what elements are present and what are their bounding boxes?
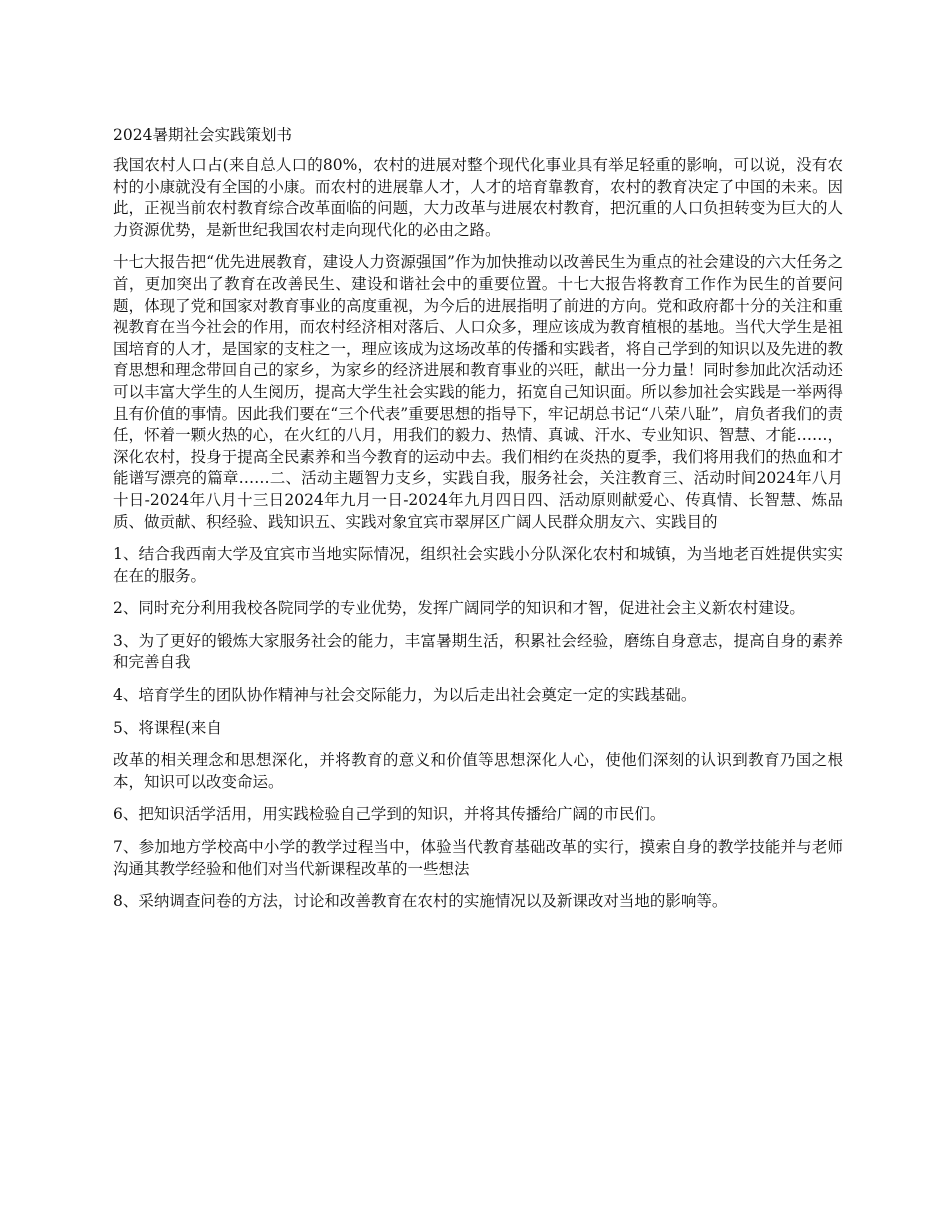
paragraph-intro: 我国农村人口占(来自总人口的80%，农村的进展对整个现代化事业具有举足轻重的影响，可以说，没有农村的小康就没有全国的小康。而农村的进展靠人才，人才的培育靠教育，农村的教育决定了中国的未来。因此，正视当前农村教育综合改革面临的问题，大力改革与进展农村教育，把沉重的人口负担转变为巨大的人力资源优势，是新世纪我国农村走向现代化的必由之路。 [113,156,843,239]
goal-item-7: 7、参加地方学校高中小学的教学过程当中，体验当代教育基础改革的实行，摸索自身的教学技能并与老师沟通其教学经验和他们对当代新课程改革的一些想法 [113,838,843,878]
goal-item-6: 6、把知识活学活用，用实践检验自己学到的知识，并将其传播给广阔的市民们。 [113,805,666,824]
goal-item-5-continued: 改革的相关理念和思想深化，并将教育的意义和价值等思想深化人心，使他们深刻的认识到教育乃国之根本，知识可以改变命运。 [113,751,843,791]
goal-item-3: 3、为了更好的锻炼大家服务社会的能力，丰富暑期生活，积累社会经验，磨练自身意志，提高自身的素养和完善自我 [113,631,843,672]
goal-item-1: 1、结合我西南大学及宜宾市当地实际情况，组织社会实践小分队深化农村和城镇，为当地老百姓提供实实在在的服务。 [113,545,843,585]
goal-item-4: 4、培育学生的团队协作精神与社会交际能力，为以后走出社会奠定一定的实践基础。 [113,686,697,705]
document-page [113,124,843,924]
goal-item-5: 5、将课程(来自 [113,718,222,737]
goal-item-8: 8、采纳调查问卷的方法，讨论和改善教育在农村的实施情况以及新课改对当地的影响等。 [113,892,728,911]
paragraph-background: 十七大报告把“优先进展教育，建设人力资源强国”作为加快推动以改善民生为重点的社会建设的六大任务之首，更加突出了教育在改善民生、建设和谐社会中的重要位置。十七大报告将教育工作作为民生的首要问题，体现了党和国家对教育事业的高度重视，为今后的进展指明了前进的方向。党和政府都十分的关注和重视教育在当今社会的作用，而农村经济相对落后、人口众多，理应该成为教育植根的基地。当代大学生是祖国培育的人才，是国家的支柱之一，理应该成为这场改革的传播和实践者，将自己学到的知识以及先进的教育思想和理念带回自己的家乡，为家乡的经济进展和教育事业的兴旺，献出一分力量！同时参加此次活动还可以丰富大学生的人生阅历，提高大学生社会实践的能力，拓宽自己知识面。所以参加社会实践是一举两得且有价值的事情。因此我们要在“三个代表”重要思想的指导下，牢记胡总书记“八荣八耻”，肩负者我们的责任，怀着一颗火热的心，在火红的八月，用我们的毅力、热情、真诚、汗水、专业知识、智慧、才能……，深化农村，投身于提高全民素养和当今教育的运动中去。我们相约在炎热的夏季，我们将用我们的热血和才能谱写漂亮的篇章……二、活动主题智力支乡，实践自我，服务社会，关注教育三、活动时间2024年八月十日-2024年八月十三日2024年九月一日-2024年九月四日四、活动原则献爱心、传真情、长智慧、炼品质、做贡献、积经验、践知识五、实践对象宜宾市翠屏区广阔人民群众朋友六、实践目的 [113,253,843,531]
goal-item-2: 2、同时充分利用我校各院同学的专业优势，发挥广阔同学的知识和才智，促进社会主义新农村建设。 [113,599,805,618]
document-title: 2024暑期社会实践策划书 [113,126,292,144]
